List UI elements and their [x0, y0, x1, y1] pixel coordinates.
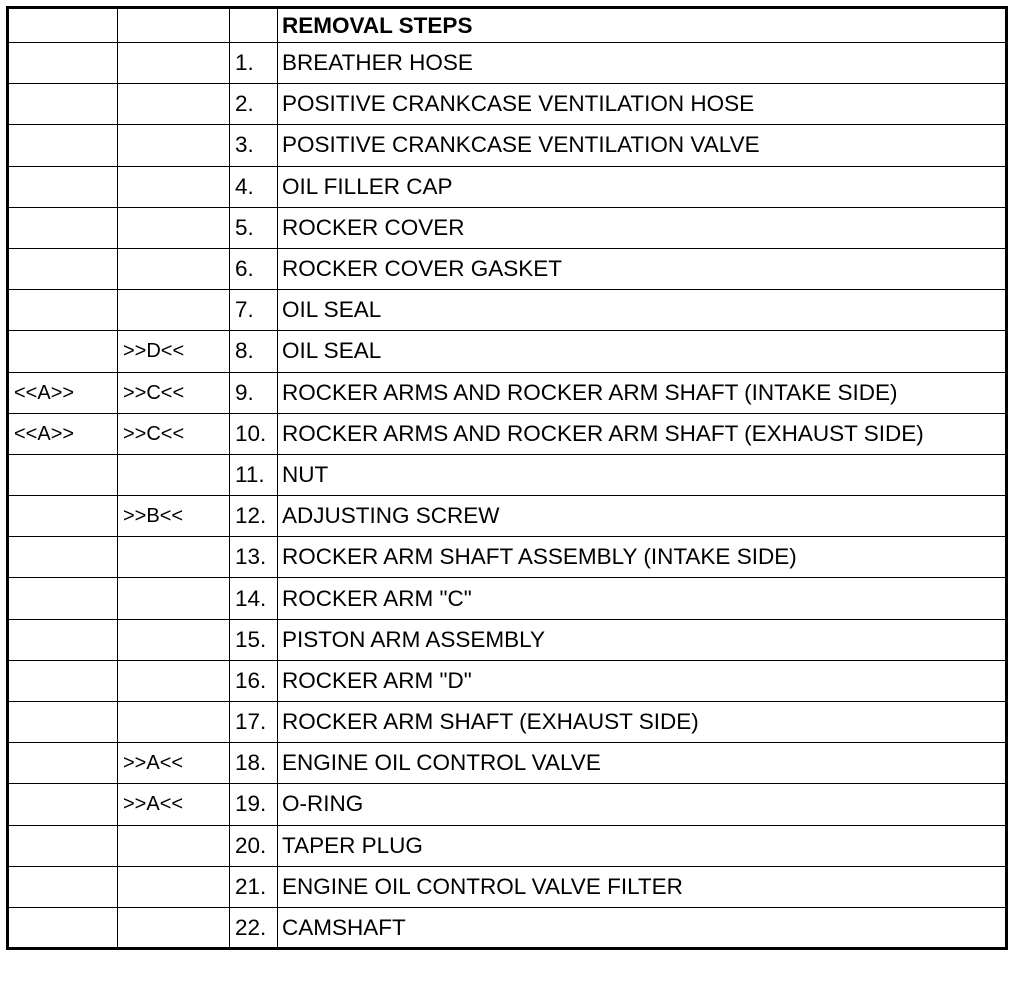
table-row	[8, 825, 1007, 866]
disassembly-mark-cell	[8, 43, 118, 84]
disassembly-mark-cell	[8, 290, 118, 331]
assembly-mark-cell	[118, 660, 230, 701]
step-number-cell: 14.	[230, 578, 278, 619]
disassembly-mark-cell	[8, 207, 118, 248]
part-name-cell: OIL SEAL	[278, 290, 1007, 331]
disassembly-mark-cell	[8, 248, 118, 289]
removal-steps-table	[6, 6, 1008, 950]
table-row	[8, 43, 1007, 84]
part-name-cell: BREATHER HOSE	[278, 43, 1007, 84]
assembly-mark-cell: >>C<<	[118, 372, 230, 413]
step-number-cell: 17.	[230, 702, 278, 743]
assembly-mark-cell	[118, 125, 230, 166]
step-number-cell: 13.	[230, 537, 278, 578]
disassembly-mark-cell	[8, 866, 118, 907]
disassembly-mark-cell	[8, 537, 118, 578]
assembly-mark-cell	[118, 248, 230, 289]
assembly-mark-cell	[118, 825, 230, 866]
disassembly-mark-cell	[8, 331, 118, 372]
part-name-cell: PISTON ARM ASSEMBLY	[278, 619, 1007, 660]
table-row	[8, 166, 1007, 207]
step-number-cell: 19.	[230, 784, 278, 825]
step-number-cell: 6.	[230, 248, 278, 289]
header-number-cell	[230, 8, 278, 43]
table-row	[8, 372, 1007, 413]
assembly-mark-cell: >>A<<	[118, 784, 230, 825]
disassembly-mark-cell: <<A>>	[8, 372, 118, 413]
disassembly-mark-cell	[8, 907, 118, 948]
step-number-cell: 2.	[230, 84, 278, 125]
table-row	[8, 84, 1007, 125]
assembly-mark-cell	[118, 702, 230, 743]
assembly-mark-cell	[118, 578, 230, 619]
disassembly-mark-cell	[8, 660, 118, 701]
part-name-cell: ENGINE OIL CONTROL VALVE FILTER	[278, 866, 1007, 907]
assembly-mark-cell	[118, 84, 230, 125]
disassembly-mark-cell	[8, 784, 118, 825]
step-number-cell: 21.	[230, 866, 278, 907]
disassembly-mark-cell	[8, 454, 118, 495]
disassembly-mark-cell	[8, 743, 118, 784]
part-name-cell: ROCKER ARMS AND ROCKER ARM SHAFT (INTAKE SIDE)	[278, 372, 1007, 413]
part-name-cell: ADJUSTING SCREW	[278, 496, 1007, 537]
assembly-mark-cell	[118, 43, 230, 84]
part-name-cell: ROCKER ARM "D"	[278, 660, 1007, 701]
table-row	[8, 290, 1007, 331]
step-number-cell: 18.	[230, 743, 278, 784]
assembly-mark-cell	[118, 907, 230, 948]
part-name-cell: OIL SEAL	[278, 331, 1007, 372]
part-name-cell: POSITIVE CRANKCASE VENTILATION HOSE	[278, 84, 1007, 125]
removal-steps-table-body	[8, 8, 1007, 949]
removal-steps-heading: REMOVAL STEPS	[278, 8, 1007, 43]
table-row	[8, 537, 1007, 578]
table-row	[8, 743, 1007, 784]
assembly-mark-cell	[118, 619, 230, 660]
table-row	[8, 207, 1007, 248]
table-row	[8, 866, 1007, 907]
assembly-mark-cell	[118, 866, 230, 907]
part-name-cell: TAPER PLUG	[278, 825, 1007, 866]
step-number-cell: 4.	[230, 166, 278, 207]
disassembly-mark-cell	[8, 825, 118, 866]
step-number-cell: 12.	[230, 496, 278, 537]
step-number-cell: 16.	[230, 660, 278, 701]
part-name-cell: ROCKER COVER GASKET	[278, 248, 1007, 289]
table-row	[8, 248, 1007, 289]
assembly-mark-cell	[118, 207, 230, 248]
step-number-cell: 9.	[230, 372, 278, 413]
part-name-cell: ROCKER ARM "C"	[278, 578, 1007, 619]
header-assembly-mark-cell	[118, 8, 230, 43]
assembly-mark-cell	[118, 454, 230, 495]
step-number-cell: 22.	[230, 907, 278, 948]
step-number-cell: 15.	[230, 619, 278, 660]
assembly-mark-cell	[118, 290, 230, 331]
assembly-mark-cell: >>C<<	[118, 413, 230, 454]
step-number-cell: 10.	[230, 413, 278, 454]
disassembly-mark-cell	[8, 496, 118, 537]
disassembly-mark-cell	[8, 125, 118, 166]
table-row	[8, 331, 1007, 372]
part-name-cell: OIL FILLER CAP	[278, 166, 1007, 207]
assembly-mark-cell: >>B<<	[118, 496, 230, 537]
disassembly-mark-cell: <<A>>	[8, 413, 118, 454]
table-row	[8, 125, 1007, 166]
part-name-cell: POSITIVE CRANKCASE VENTILATION VALVE	[278, 125, 1007, 166]
part-name-cell: O-RING	[278, 784, 1007, 825]
assembly-mark-cell: >>D<<	[118, 331, 230, 372]
table-header-row	[8, 8, 1007, 43]
part-name-cell: ROCKER COVER	[278, 207, 1007, 248]
part-name-cell: ROCKER ARM SHAFT ASSEMBLY (INTAKE SIDE)	[278, 537, 1007, 578]
table-row	[8, 784, 1007, 825]
assembly-mark-cell	[118, 537, 230, 578]
table-row	[8, 578, 1007, 619]
assembly-mark-cell	[118, 166, 230, 207]
part-name-cell: ENGINE OIL CONTROL VALVE	[278, 743, 1007, 784]
table-row	[8, 413, 1007, 454]
table-row	[8, 660, 1007, 701]
header-disassembly-mark-cell	[8, 8, 118, 43]
step-number-cell: 8.	[230, 331, 278, 372]
disassembly-mark-cell	[8, 166, 118, 207]
table-row	[8, 619, 1007, 660]
disassembly-mark-cell	[8, 702, 118, 743]
disassembly-mark-cell	[8, 84, 118, 125]
disassembly-mark-cell	[8, 578, 118, 619]
step-number-cell: 11.	[230, 454, 278, 495]
part-name-cell: ROCKER ARM SHAFT (EXHAUST SIDE)	[278, 702, 1007, 743]
table-row	[8, 496, 1007, 537]
step-number-cell: 3.	[230, 125, 278, 166]
table-row	[8, 454, 1007, 495]
part-name-cell: NUT	[278, 454, 1007, 495]
table-row	[8, 702, 1007, 743]
assembly-mark-cell: >>A<<	[118, 743, 230, 784]
part-name-cell: ROCKER ARMS AND ROCKER ARM SHAFT (EXHAUST SIDE)	[278, 413, 1007, 454]
step-number-cell: 5.	[230, 207, 278, 248]
step-number-cell: 1.	[230, 43, 278, 84]
step-number-cell: 7.	[230, 290, 278, 331]
part-name-cell: CAMSHAFT	[278, 907, 1007, 948]
step-number-cell: 20.	[230, 825, 278, 866]
table-row	[8, 907, 1007, 948]
disassembly-mark-cell	[8, 619, 118, 660]
